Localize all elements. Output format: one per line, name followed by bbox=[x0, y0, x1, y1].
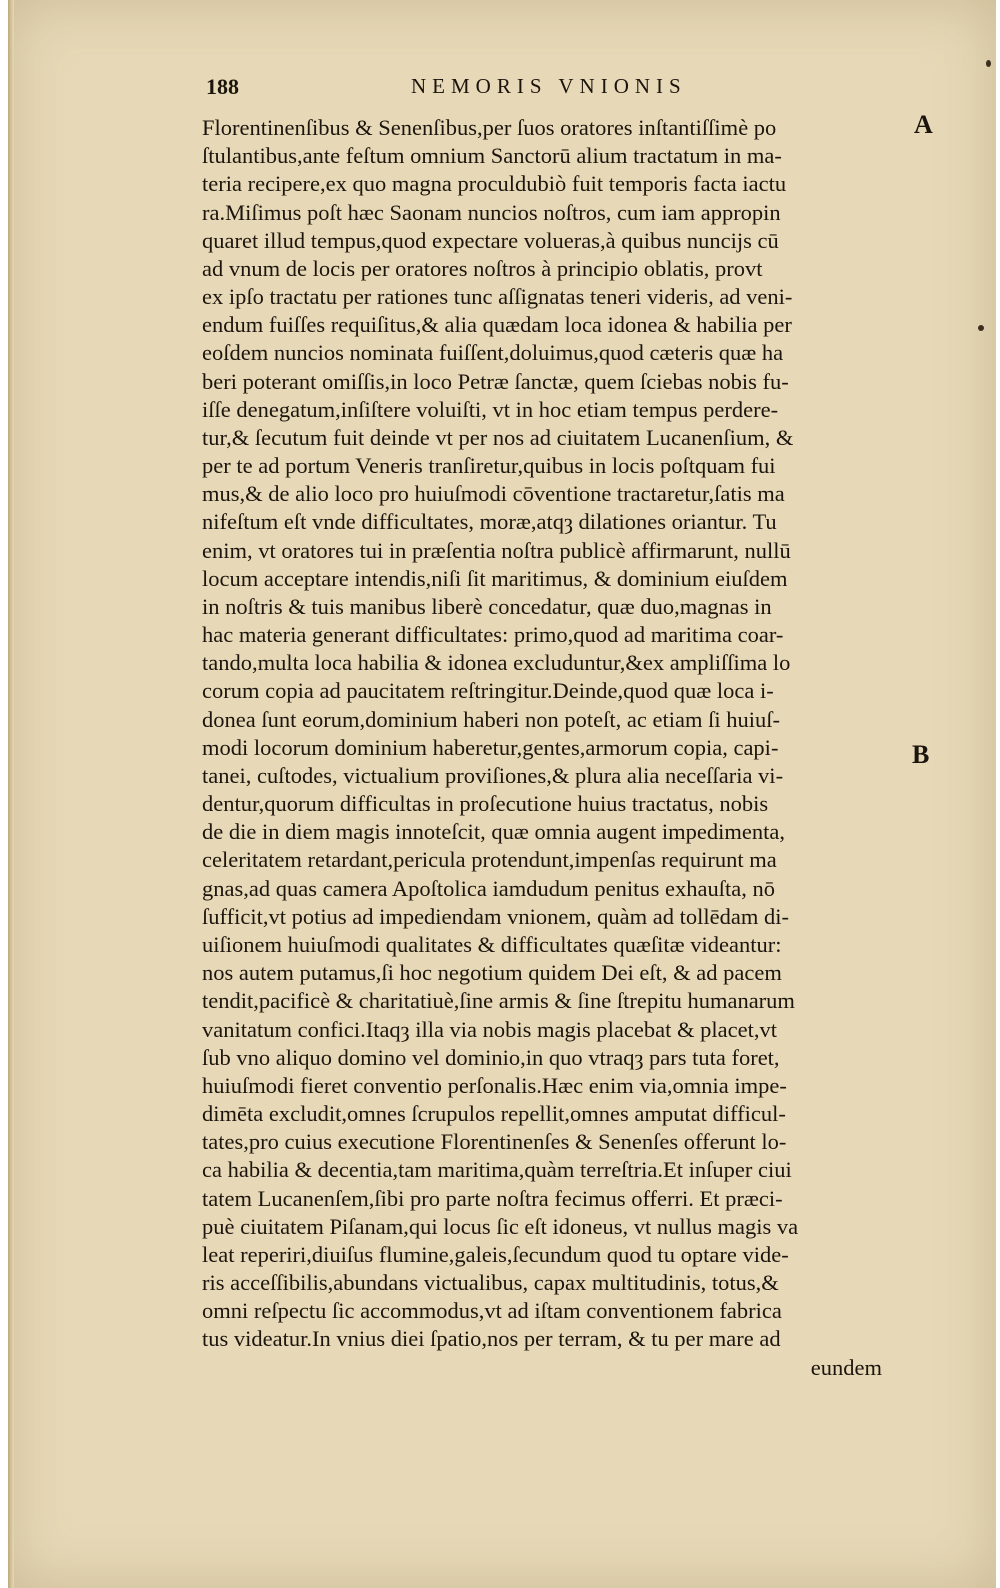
text-line: dimēta excludit,omnes ſcrupulos repellit,omnes amputat difficul- bbox=[202, 1101, 786, 1127]
text-line: mus,& de alio loco pro huiuſmodi cōventione tractaretur,ſatis ma bbox=[202, 481, 785, 507]
text-line: ad vnum de locis per oratores noſtros à principio oblatis, provt bbox=[202, 255, 763, 281]
text-line: leat reperiri,diuiſus flumine,galeis,ſecundum quod tu optare vide- bbox=[202, 1241, 789, 1267]
text-line: in noſtris & tuis manibus liberè concedatur, quæ duo,magnas in bbox=[202, 593, 772, 619]
text-line: ſtulantibus,ante feſtum omnium Sanctorū alium tractatum in ma- bbox=[202, 143, 782, 169]
running-title: NEMORIS VNIONIS bbox=[411, 74, 687, 98]
text-line: iſſe denegatum,inſiſtere voluiſti, vt in hoc etiam tempus perdere- bbox=[202, 396, 779, 422]
text-line: tur,& ſecutum fuit deinde vt per nos ad ciuitatem Lucanenſium, & bbox=[202, 424, 794, 450]
catchword: eundem bbox=[810, 1354, 882, 1380]
text-line: de die in diem magis innoteſcit, quæ omnia augent impedimenta, bbox=[202, 819, 786, 845]
text-line: ca habilia & decentia,tam maritima,quàm terreſtria.Et inſuper ciui bbox=[202, 1157, 792, 1183]
text-line: eoſdem nuncios nominata fuiſſent,doluimus,quod cæteris quæ ha bbox=[202, 340, 784, 366]
text-line: tus videatur.In vnius diei ſpatio,nos per terram, & tu per mare ad bbox=[202, 1326, 781, 1352]
text-line: enim, vt oratores tui in præſentia noſtra publicè affirmarunt, nullū bbox=[202, 537, 791, 563]
body-text bbox=[202, 114, 902, 1382]
text-line: locum acceptare intendis,niſi ſit maritimus, & dominium eiuſdem bbox=[202, 565, 788, 591]
page-header bbox=[206, 74, 776, 106]
text-line: omni reſpectu ſic accommodus,vt ad iſtam conventionem fabrica bbox=[202, 1298, 782, 1324]
text-line: endum fuiſſes requiſitus,& alia quædam loca idonea & habilia per bbox=[202, 312, 792, 338]
text-line: uiſionem huiuſmodi qualitates & difficultates quæſitæ videantur: bbox=[202, 931, 782, 957]
margin-letter-a: A bbox=[914, 110, 933, 139]
text-line: donea ſunt eorum,dominium haberi non poteſt, ac etiam ſi huiuſ- bbox=[202, 706, 780, 732]
text-line: beri poterant omiſſis,in loco Petræ ſanctæ, quem ſciebas nobis fu- bbox=[202, 368, 789, 394]
text-line: puè ciuitatem Piſanam,qui locus ſic eſt idoneus, vt nullus magis va bbox=[202, 1213, 799, 1239]
ink-speck bbox=[978, 325, 984, 331]
text-line: corum copia ad paucitatem reſtringitur.Deinde,quod quæ loca i- bbox=[202, 678, 774, 704]
text-line: modi locorum dominium haberetur,gentes,armorum copia, capi- bbox=[202, 734, 779, 760]
text-line: nos autem putamus,ſi hoc negotium quidem Dei eſt, & ad pacem bbox=[202, 960, 782, 986]
text-line: teria recipere,ex quo magna proculdubiò fuit temporis facta iactu bbox=[202, 171, 787, 197]
text-line: tates,pro cuius executione Florentinenſes & Senenſes offerunt lo- bbox=[202, 1129, 787, 1155]
text-line: ris acceſſibilis,abundans victualibus, capax multitudinis, totus,& bbox=[202, 1270, 779, 1296]
text-line: per te ad portum Veneris tranſiretur,quibus in locis poſtquam fui bbox=[202, 453, 776, 479]
text-line: hac materia generant difficultates: primo,quod ad maritima coar- bbox=[202, 622, 784, 648]
text-line: celeritatem retardant,pericula protendunt,impenſas requirunt ma bbox=[202, 847, 777, 873]
page-number: 188 bbox=[206, 74, 239, 99]
text-line: quaret illud tempus,quod expectare volueras,à quibus nunciјs cū bbox=[202, 227, 779, 253]
text-line: Florentinenſibus & Senenſibus,per ſuos oratores inſtantiſſimè po bbox=[202, 115, 777, 140]
text-line: vanitatum confici.Itaqȝ illa via nobis magis placebat & placet,vt bbox=[202, 1016, 777, 1042]
margin-letter-b: B bbox=[912, 740, 930, 769]
text-line: gnas,ad quas camera Apoſtolica iamdudum penitus exhauſta, nō bbox=[202, 875, 775, 901]
text-line: tendit,pacificè & charitatiuè,ſine armis & ſine ſtrepitu humanarum bbox=[202, 988, 795, 1014]
text-line: ſufficit,vt potius ad impediendam vnionem, quàm ad tollēdam di- bbox=[202, 903, 789, 929]
text-line: ra.Miſimus poſt hæc Saonam nuncios noſtros, cum iam appropin bbox=[202, 199, 781, 225]
text-line: ſub vno aliquo domino vel dominio,in quo vtraqȝ pars tuta foret, bbox=[202, 1044, 780, 1070]
text-line: dentur,quorum difficultas in proſecutione huius tractatus, nobis bbox=[202, 791, 769, 817]
text-line: tatem Lucanenſem,ſibi pro parte noſtra fecimus offerri. Et præci- bbox=[202, 1185, 783, 1211]
text-line: huiuſmodi fieret conventio perſonalis.Hæc enim via,omnia impe- bbox=[202, 1072, 787, 1098]
ink-speck bbox=[986, 60, 991, 67]
text-line: ex ipſo tractatu per rationes tunc aſſignatas teneri videris, ad veni- bbox=[202, 284, 793, 310]
book-page bbox=[8, 0, 996, 1588]
text-line: nifeſtum eſt vnde difficultates, moræ,atqȝ dilationes oriantur. Tu bbox=[202, 509, 777, 535]
text-line: tando,multa loca habilia & idonea excluduntur,&ex ampliſſima lo bbox=[202, 650, 791, 676]
text-line: tanei, cuſtodes, victualium proviſiones,& plura alia neceſſaria vi- bbox=[202, 762, 784, 788]
